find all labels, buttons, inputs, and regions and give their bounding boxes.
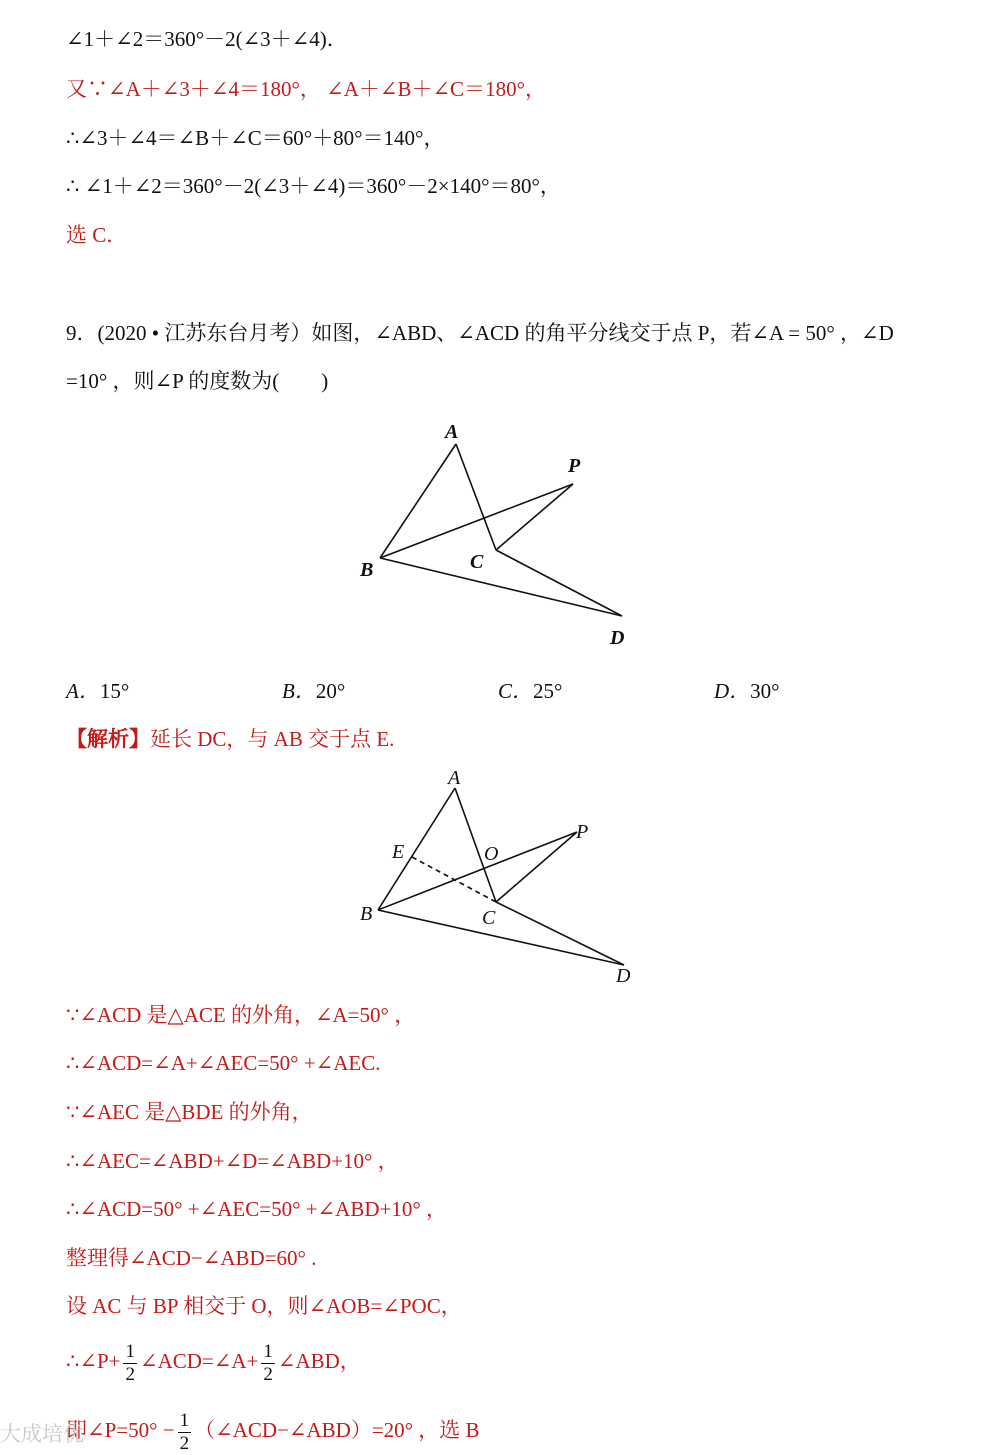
option-a: A．15°	[66, 679, 130, 703]
analysis-step-3: ∵∠AEC 是△BDE 的外角，	[66, 1100, 313, 1124]
question-label-b: B	[360, 559, 374, 581]
analysis-step-8: ∴∠P+ $\frac{1}{2}$ ∠ACD=∠A+ $\frac{1}{2}$ ∠ABD，	[66, 1340, 361, 1385]
analysis-label-e: E	[392, 841, 405, 863]
analysis-label-b: B	[360, 903, 373, 925]
question-label-d: D	[610, 627, 625, 649]
prev-solution-line-3: ∴∠3＋∠4＝∠B＋∠C＝60°＋80°＝140°，	[66, 126, 445, 150]
analysis-label-p: P	[576, 821, 589, 843]
analysis-step-7: 设 AC 与 BP 相交于 O，则∠AOB=∠POC，	[66, 1294, 462, 1318]
option-b: B．20°	[282, 679, 346, 703]
question-line-1: 9．(2020 • 江苏东台月考）如图，∠ABD、∠ACD 的角平分线交于点 P，若∠A = 50° ，∠D	[66, 321, 894, 345]
question-label-c: C	[470, 551, 484, 573]
analysis-label-d: D	[616, 965, 631, 987]
prev-solution-line-4: ∴ ∠1＋∠2＝360°－2(∠3＋∠4)＝360°－2×140°＝80°，	[66, 174, 561, 198]
watermark: 大成培优	[0, 1422, 84, 1446]
analysis-step-5: ∴∠ACD=50° +∠AEC=50° +∠ABD+10° ，	[66, 1197, 447, 1221]
analysis-label-c: C	[482, 907, 496, 929]
question-label-a: A	[445, 421, 459, 443]
analysis-intro: 延长 DC，与 AB 交于点 E.	[150, 727, 395, 751]
analysis-step-9: 即∠P=50° − $\frac{1}{2}$ （∠ACD−∠ABD）=20° ，选 B	[66, 1409, 480, 1454]
analysis-step-6: 整理得∠ACD−∠ABD=60° .	[66, 1246, 317, 1270]
analysis-tag: 【解析】	[66, 727, 150, 751]
prev-solution-answer: 选 C．	[66, 223, 128, 247]
question-figure	[340, 410, 660, 660]
prev-solution-line-2: 又∵∠A＋∠3＋∠4＝180°， ∠A＋∠B＋∠C＝180°，	[66, 77, 546, 101]
option-d: D．30°	[714, 679, 780, 703]
analysis-step-2: ∴∠ACD=∠A+∠AEC=50° +∠AEC.	[66, 1051, 381, 1075]
fraction-half: $\frac{1}{2}$	[179, 1409, 190, 1454]
analysis-header	[66, 724, 394, 754]
question-label-p: P	[568, 455, 581, 477]
fraction-half: $\frac{1}{2}$	[263, 1340, 273, 1385]
analysis-figure	[340, 760, 660, 990]
option-c: C．25°	[498, 679, 563, 703]
analysis-step-1: ∵∠ACD 是△ACE 的外角，∠A=50° ，	[66, 1003, 416, 1027]
analysis-step-4: ∴∠AEC=∠ABD+∠D=∠ABD+10° ，	[66, 1149, 399, 1173]
prev-solution-line-1: ∠1＋∠2＝360°－2(∠3＋∠4)．	[66, 27, 348, 51]
question-line-2: =10° ，则∠P 的度数为( )	[66, 369, 329, 393]
analysis-label-a: A	[448, 767, 461, 789]
fraction-half: $\frac{1}{2}$	[125, 1340, 135, 1385]
analysis-label-o: O	[484, 843, 499, 865]
